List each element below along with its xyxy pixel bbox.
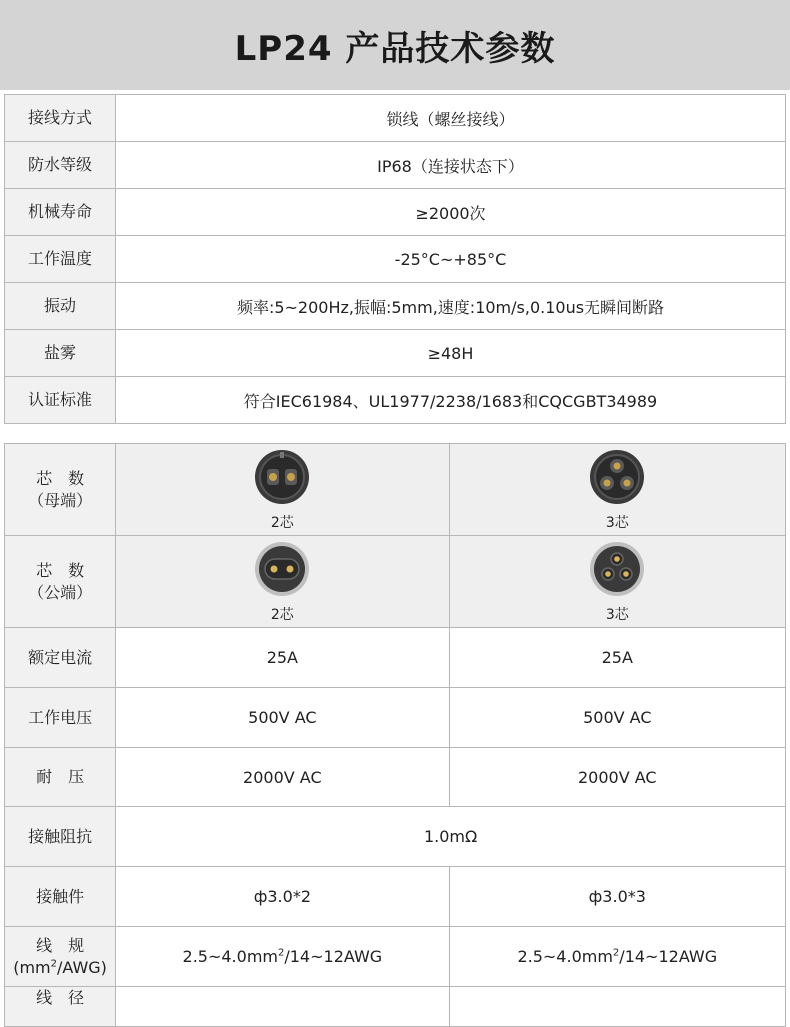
table-row-male [5, 536, 786, 628]
table-row [5, 189, 786, 236]
contact-label: 接触件 [5, 867, 116, 927]
female-2core-caption: 2芯 [270, 514, 294, 531]
spec-value: IP68（连接状态下） [116, 142, 786, 189]
core-spec-table [4, 443, 786, 1027]
table-row-female [5, 444, 786, 536]
male-3core-cell [449, 536, 785, 628]
withstand-voltage-3core: 2000V AC [449, 748, 785, 807]
female-2core-cell [116, 444, 449, 536]
wire-gauge-2core: $2.5\sim 4.0mm^2/14\sim 12AWG$ [116, 927, 449, 987]
table-row [5, 283, 786, 330]
table-row [5, 867, 786, 927]
table-row [5, 377, 786, 424]
male-2core-caption: 2芯 [270, 606, 294, 623]
table-row [5, 330, 786, 377]
withstand-voltage-2core: 2000V AC [116, 748, 449, 807]
male-2pin-connector-icon [253, 540, 311, 598]
wire-diameter-label [5, 987, 116, 1027]
spec-label: 接线方式 [5, 95, 116, 142]
label-line: 芯 数 [36, 560, 85, 580]
label-line: （母端） [28, 490, 93, 510]
label-line: 线 规 [36, 935, 85, 955]
label-line: （公端） [28, 582, 93, 602]
contact-2core: ф3.0*2 [116, 867, 449, 927]
female-core-label [5, 444, 116, 536]
table-row [5, 927, 786, 987]
working-voltage-3core: 500V AC [449, 688, 785, 748]
table-row [5, 142, 786, 189]
label-line: 线 径 [36, 988, 85, 1007]
label-line: $(mm^2/AWG)$ [13, 957, 107, 977]
spec-label: 盐雾 [5, 330, 116, 377]
female-3core-caption: 3芯 [605, 514, 629, 531]
spec-table [4, 94, 786, 424]
table-row [5, 987, 786, 1027]
spec-value: ≥2000次 [116, 189, 786, 236]
withstand-voltage-label: 耐 压 [5, 748, 116, 807]
male-2core-cell [116, 536, 449, 628]
spec-value: ≥48H [116, 330, 786, 377]
spec-value: -25°C~+85°C [116, 236, 786, 283]
spec-label: 工作温度 [5, 236, 116, 283]
spec-value: 锁线（螺丝接线） [116, 95, 786, 142]
rated-current-3core: 25A [449, 628, 785, 688]
female-3pin-connector-icon [588, 448, 646, 506]
contact-3core: ф3.0*3 [449, 867, 785, 927]
page-title: LP24 产品技术参数 [234, 28, 556, 69]
table-row [5, 748, 786, 807]
wire-gauge-label [5, 927, 116, 987]
rated-current-2core: 25A [116, 628, 449, 688]
page-header [0, 0, 790, 90]
spec-value: 频率:5~200Hz,振幅:5mm,速度:10m/s,0.10us无瞬间断路 [116, 283, 786, 330]
wire-diameter-2core [116, 987, 449, 1027]
spec-label: 认证标准 [5, 377, 116, 424]
spec-label: 机械寿命 [5, 189, 116, 236]
contact-resistance-value: 1.0mΩ [116, 807, 786, 867]
female-3core-cell [449, 444, 785, 536]
table-row [5, 807, 786, 867]
wire-gauge-3core: $2.5\sim 4.0mm^2/14\sim 12AWG$ [449, 927, 785, 987]
working-voltage-2core: 500V AC [116, 688, 449, 748]
rated-current-label: 额定电流 [5, 628, 116, 688]
table-row [5, 95, 786, 142]
spec-label: 振动 [5, 283, 116, 330]
label-line: 芯 数 [36, 468, 85, 488]
contact-resistance-label: 接触阻抗 [5, 807, 116, 867]
male-core-label [5, 536, 116, 628]
male-3pin-connector-icon [588, 540, 646, 598]
spec-label: 防水等级 [5, 142, 116, 189]
wire-diameter-3core [449, 987, 785, 1027]
working-voltage-label: 工作电压 [5, 688, 116, 748]
table-row [5, 688, 786, 748]
female-2pin-connector-icon [253, 448, 311, 506]
table-row [5, 236, 786, 283]
table-row [5, 628, 786, 688]
spec-value: 符合IEC61984、UL1977/2238/1683和CQCGBT34989 [116, 377, 786, 424]
male-3core-caption: 3芯 [605, 606, 629, 623]
